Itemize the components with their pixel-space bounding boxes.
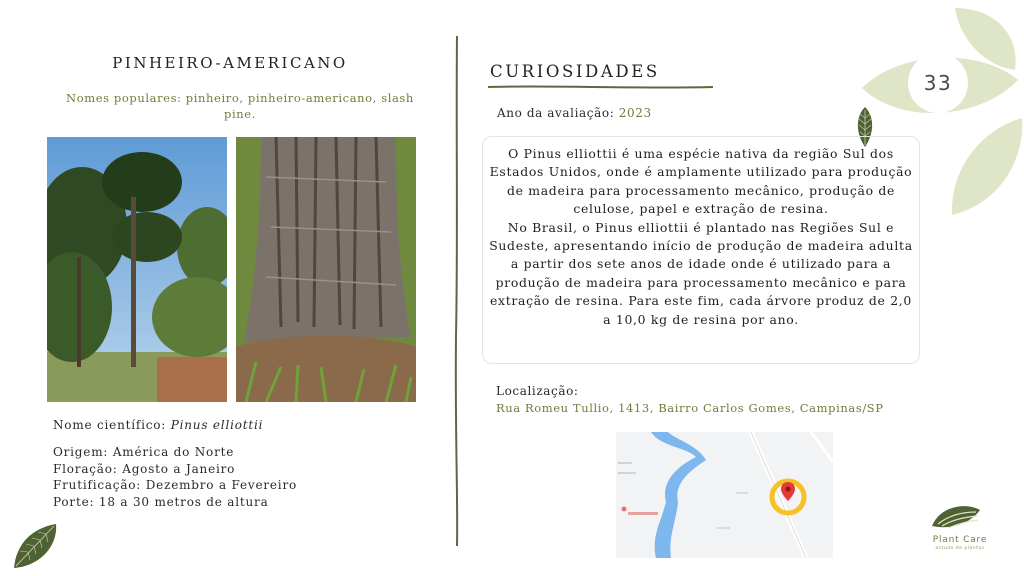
bark-photo [236,137,416,402]
common-names: Nomes populares: pinheiro, pinheiro-americano, slash pine. [66,91,414,121]
logo-tagline: estudo de plantas [935,546,985,551]
scientific-name-row [53,418,263,432]
location-label: Localização: [496,384,579,398]
fact-size: Porte: 18 a 30 metros de altura [53,494,269,509]
year-value: 2023 [618,106,652,120]
page-number: 33 [908,53,968,113]
location-address: Rua Romeu Tullio, 1413, Bairro Carlos Gomes, Campinas/SP [496,401,884,415]
curiosity-paragraph-1: O Pinus elliottii é uma espécie nativa da região Sul dos Estados Unidos, onde é amplamente utilizado para produção de madeira para processamento mecânico, produção de celulose, papel e extração de resina. [489,146,913,217]
tree-photo [47,137,227,402]
species-facts [53,444,297,510]
fact-flowering: Floração: Agosto a Janeiro [53,461,236,476]
scientific-name-label: Nome científico: [53,418,171,432]
fact-fruiting: Frutificação: Dezembro a Fevereiro [53,478,298,492]
evaluation-year-row [497,106,652,120]
curiosity-paragraph-2: No Brasil, o Pinus elliottii é plantado nas Regiões Sul e Sudeste, apresentando início de produção de madeira adulta a partir dos sete anos de idade onde é utilizado para a produção de madeira para processamento mecânico e para extração de resina. Para este fim, cada árvore produz de 2,0 a 10,0 kg de resina por ano. [489,219,913,327]
leaf-bottom-icon [952,118,1022,215]
species-title: PINHEIRO-AMERICANO [112,54,348,72]
curiosities-title: CURIOSIDADES [490,62,660,81]
column-divider [452,36,462,546]
title-underline [488,84,713,90]
location-map[interactable] [616,432,833,558]
curiosities-text-box [482,136,920,364]
scientific-name: Pinus elliottii [170,418,264,432]
plant-care-logo-icon [930,502,982,532]
fact-origin: Origem: América do Norte [53,445,235,459]
bottom-left-leaf-icon [10,522,60,570]
year-label: Ano da avaliação: [497,106,619,120]
logo-name: Plant Care [932,535,988,545]
